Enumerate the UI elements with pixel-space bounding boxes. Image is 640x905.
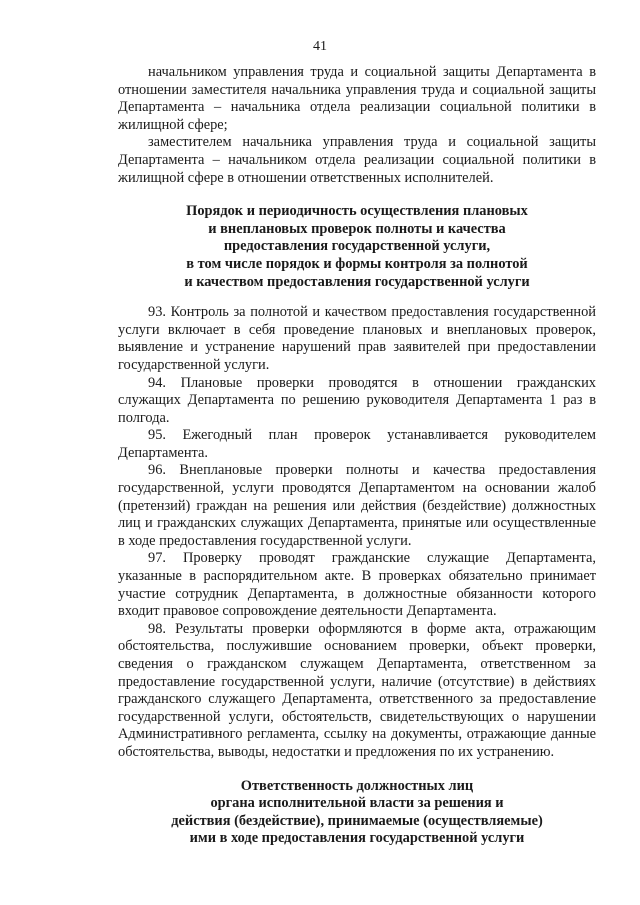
heading-line: в том числе порядок и формы контроля за полнотой bbox=[186, 255, 528, 272]
closing-heading bbox=[118, 778, 596, 848]
heading-line: ими в ходе предоставления государственной услуги bbox=[189, 830, 525, 847]
paragraph-96: 96. Внеплановые проверки полноты и качества предоставления государственной, услуги проводятся Департаментом на основании жалоб (претензий) граждан на решения или действия (бездействие) должностных лиц и гражданских служащих Департамента, принятые или осуществленные в ходе предоставления государственной услуги. bbox=[118, 462, 596, 549]
paragraph-93: 93. Контроль за полнотой и качеством предоставления государственной услуги включает в себя проведение плановых и внеплановых проверок, выявление и устранение нарушений прав заявителей при предоставлении государственной услуги. bbox=[118, 304, 596, 373]
heading-line: органа исполнительной власти за решения и bbox=[210, 795, 504, 812]
heading-line: Порядок и периодичность осуществления плановых bbox=[186, 203, 528, 220]
heading-line: действия (бездействие), принимаемые (осуществляемые) bbox=[171, 812, 543, 829]
intro-paragraph: заместителем начальника управления труда и социальной защиты Департамента – начальником отдела реализации социальной политики в жилищной сфере в отношении ответственных исполнителей. bbox=[118, 134, 596, 186]
intro-paragraph: начальником управления труда и социальной защиты Департамента в отношении заместителя начальника управления труда и социальной защиты Департамента – начальника отдела реализации социальной политики в жилищной сфере; bbox=[118, 64, 596, 133]
heading-line: предоставления государственной услуги, bbox=[223, 238, 491, 255]
paragraph-97: 97. Проверку проводят гражданские служащие Департамента, указанные в распорядительном акте. В проверках обязательно принимает участие сотрудник Департамента, в должностные обязанности которого входит правовое сопровождение деятельности Департамента. bbox=[118, 550, 596, 620]
heading-line: Ответственность должностных лиц bbox=[240, 777, 474, 794]
paragraph-94: 94. Плановые проверки проводятся в отношении гражданских служащих Департамента по решению руководителя Департамента 1 раз в полгода. bbox=[118, 374, 596, 426]
page-number: 41 bbox=[313, 39, 327, 54]
heading-line: и качеством предоставления государственной услуги bbox=[184, 273, 530, 290]
paragraph-98: 98. Результаты проверки оформляются в форме акта, отражающим обстоятельства, послужившие основанием проверки, объект проверки, сведения о гражданском служащем Департамента, ответственном за предоставление государственной услуги, наличие (отсутствие) в действиях гражданского служащего Департамента, ответственного за предоставление государственной услуги, обстоятельств, свидетельствующих о нарушении Административного регламента, ссылку на документы, отражающие данные обстоятельства, выводы, недостатки и предложения по их устранению. bbox=[118, 620, 596, 760]
document-body bbox=[118, 64, 596, 848]
heading-line: и внеплановых проверок полноты и качества bbox=[208, 220, 506, 237]
paragraph-95: 95. Ежегодный план проверок устанавливается руководителем Департамента. bbox=[118, 427, 596, 461]
section-heading bbox=[118, 203, 596, 291]
